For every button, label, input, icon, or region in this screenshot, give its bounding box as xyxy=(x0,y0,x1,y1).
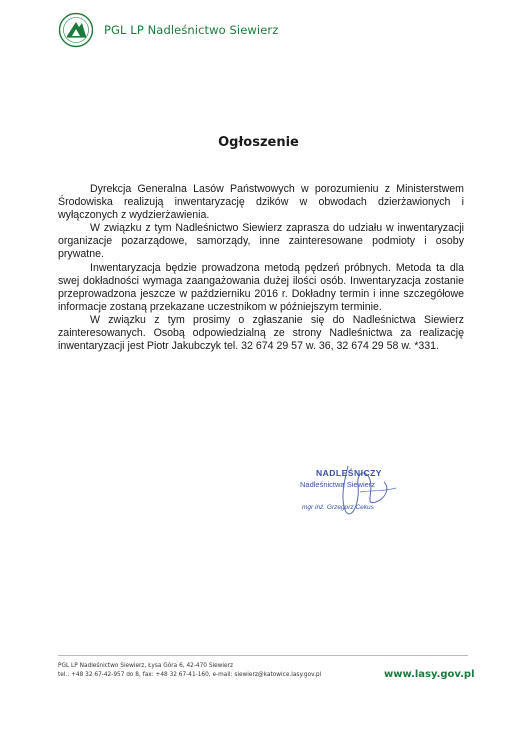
paragraph-1: Dyrekcja Generalna Lasów Państwowych w porozumieniu z Ministerstwem Środowiska realizują inwentaryzację dzików w obwodach dzierżawionych i wyłączonych z wydzierżawienia. xyxy=(58,183,464,222)
paragraph-4: W związku z tym prosimy o zgłaszanie się do Nadleśnictwa Siewierz zainteresowanych. Osobą odpowiedzialną ze strony Nadleśnictwa za realizację inwentaryzacji jest Piotr Jakubczyk tel. 32 674 29 57 w. 36, 32 674 29 58 w. *331. xyxy=(58,313,464,353)
paragraph-3: Inwentaryzacja będzie prowadzona metodą pędzeń próbnych. Metoda ta dla swej dokładności wymaga zaangażowania dużej ilości osób. Inwentaryzacja zostanie przeprowadzona jeszcze w październiku 2016 r. Dokładny termin i inne szczegółowe informacje zostaną przekazane uczestnikom w późniejszym terminie. xyxy=(58,261,464,313)
org-name: PGL LP Nadleśnictwo Siewierz xyxy=(104,23,279,37)
footer-website-link[interactable]: www.lasy.gov.pl xyxy=(384,669,475,680)
footer-divider xyxy=(58,655,468,656)
footer-address xyxy=(58,662,321,680)
official-stamp xyxy=(300,462,410,522)
announcement-body xyxy=(58,183,464,353)
lasy-panstwowe-logo-icon xyxy=(58,12,94,48)
footer-contact-line: tel.: +48 32 67-42-957 do 8, fax: +48 32 67-41-160, e-mail: siewierz@katowice.lasy.gov.pl xyxy=(58,672,322,678)
page-title: Ogłoszenie xyxy=(218,135,299,150)
handwritten-signature-icon xyxy=(300,462,410,522)
stamp-signatory: mgr inż. Grzegorz Cekus xyxy=(302,504,374,511)
stamp-office: Nadleśnictwa Siewierz xyxy=(300,480,376,489)
letterhead xyxy=(58,12,278,48)
paragraph-2: W związku z tym Nadleśnictwo Siewierz zaprasza do udziału w inwentaryzacji organizacje pozarządowe, samorządy, inne zainteresowane podmioty i osoby prywatne. xyxy=(58,222,464,261)
footer-address-line: PGL LP Nadleśnictwo Siewierz, Łysa Góra 6, 42-470 Siewierz xyxy=(58,663,234,669)
stamp-title: NADLEŚNICZY xyxy=(316,468,382,478)
